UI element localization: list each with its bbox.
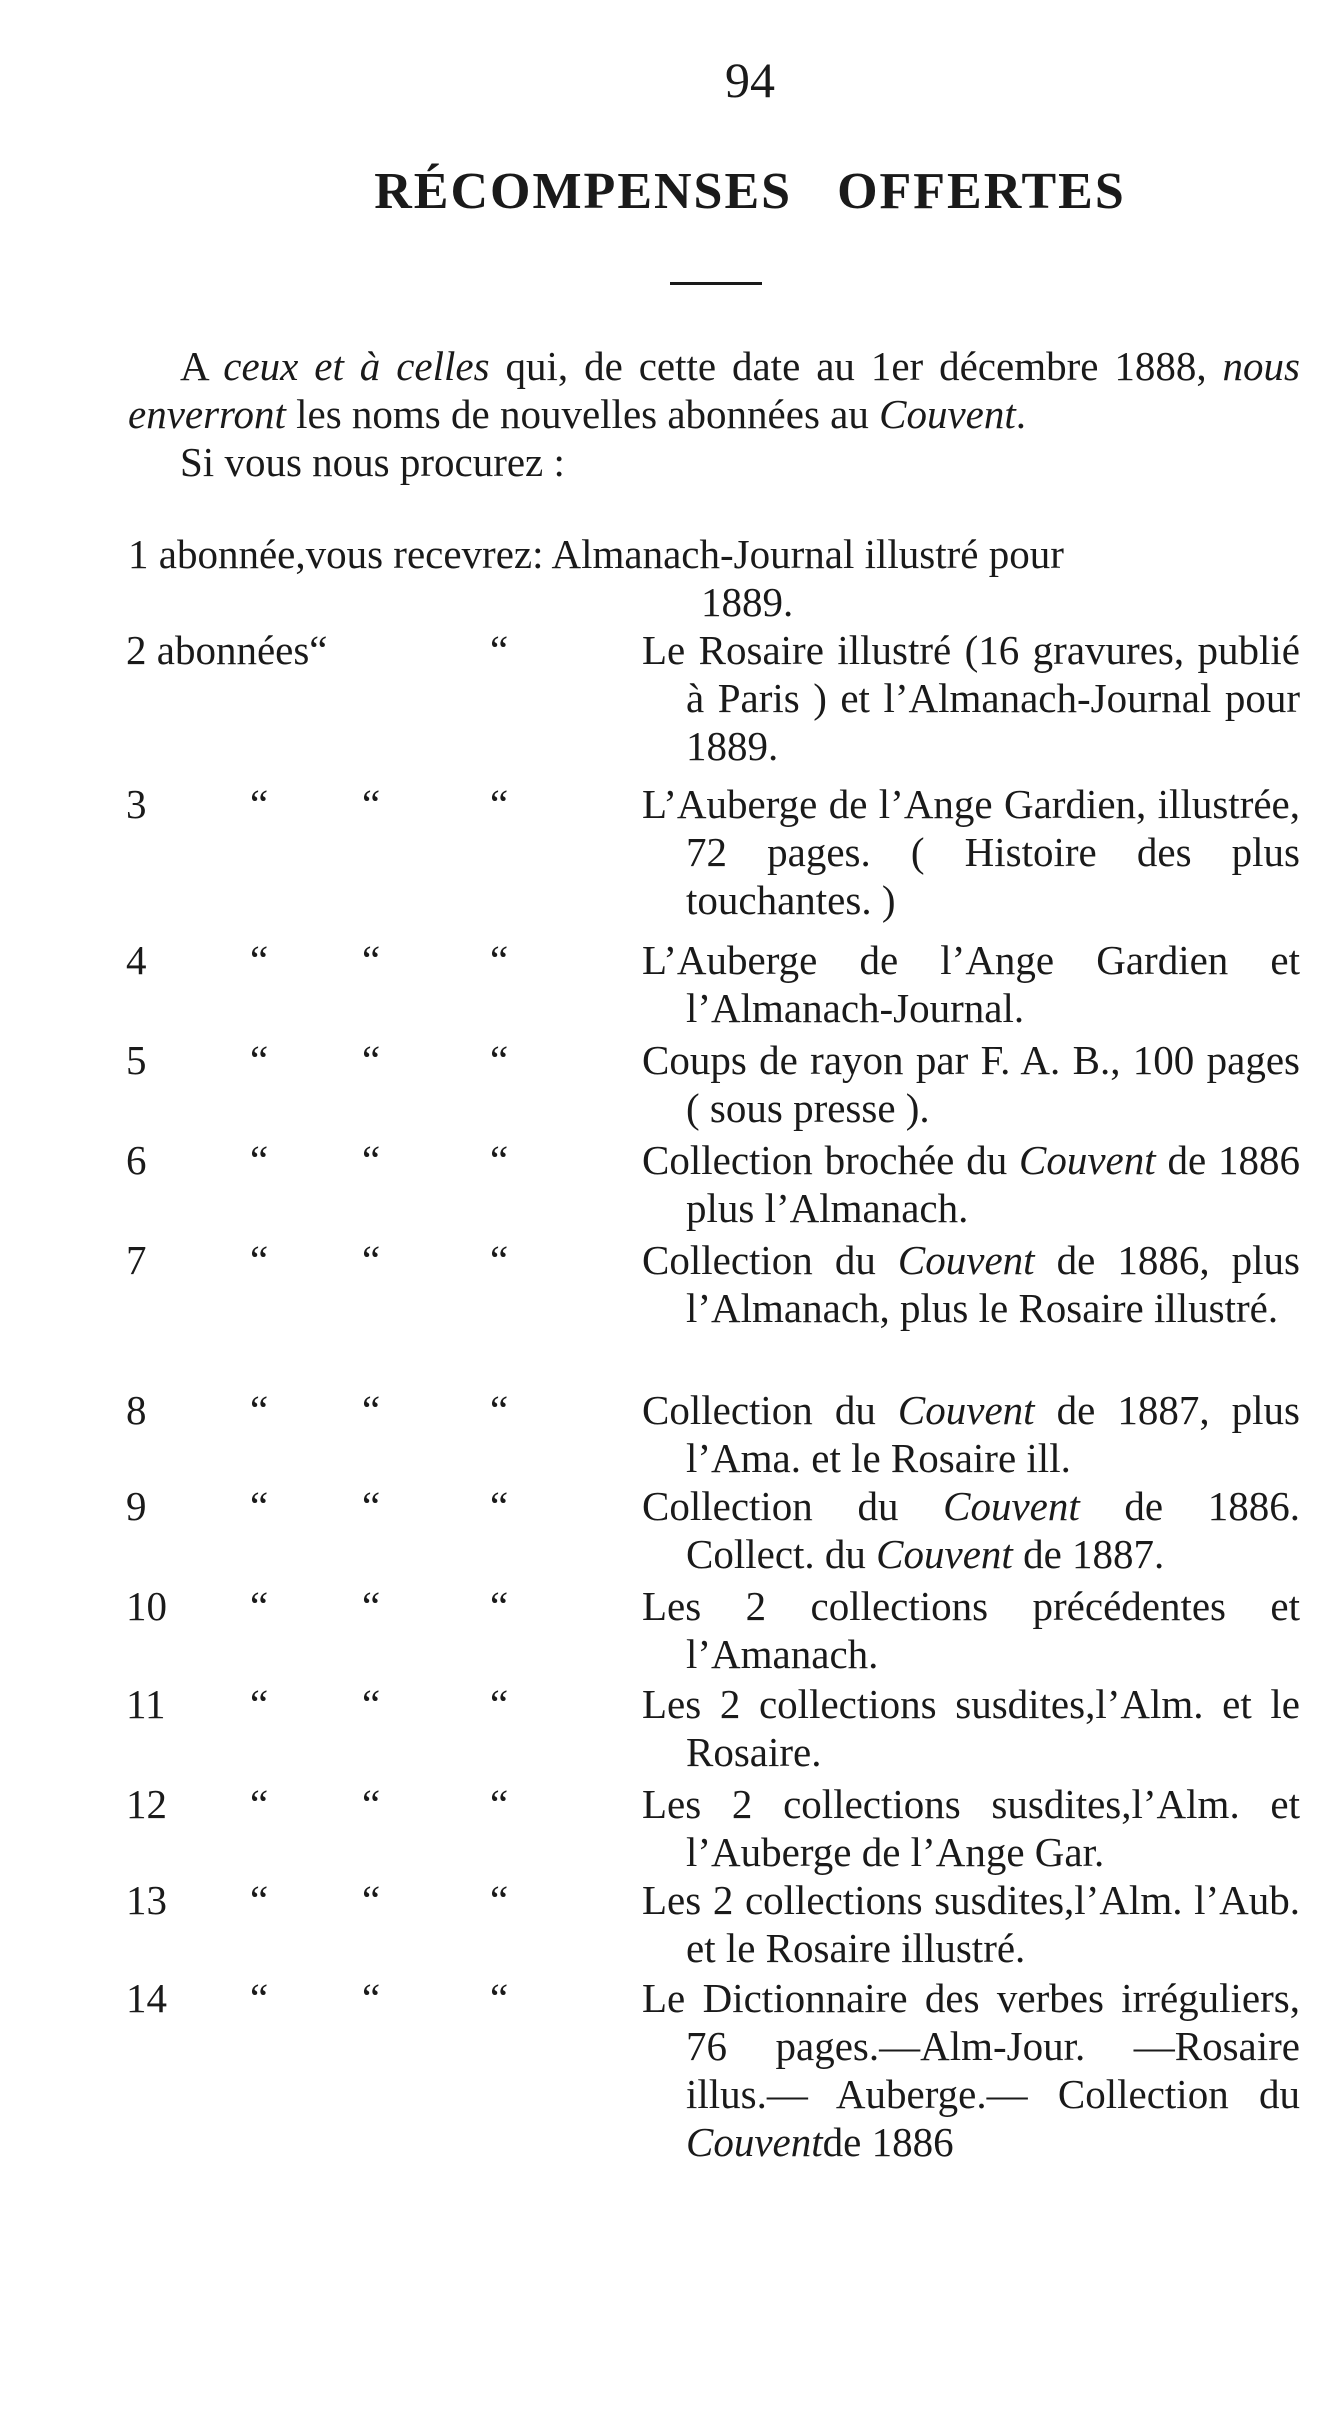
desc-text: Collection du — [642, 1237, 898, 1283]
offer-count: 8 — [126, 1387, 147, 1433]
offer-description — [642, 1236, 1300, 1332]
ditto-mark: “ — [250, 1387, 269, 1433]
ditto-mark: “ — [490, 1237, 509, 1283]
ditto-mark: “ — [362, 1387, 381, 1433]
desc-text: Collection du — [642, 1483, 944, 1529]
desc-emphasis: Couvent — [1019, 1137, 1156, 1183]
desc-text: Le Dictionnaire des verbes irréguliers, 76 pages.—Alm-Jour. —Rosaire illus.— Auberge.— Collection du — [642, 1975, 1300, 2117]
intro-text-d: . — [1015, 391, 1026, 437]
desc-text: de 1886. Collect. du — [686, 1483, 1300, 1577]
offer-row-8 — [0, 1386, 1336, 1482]
ditto-mark: “ — [362, 1137, 381, 1183]
offer-description: Coups de rayon par F. A. B., 100 pages ( sous presse ). — [642, 1037, 1300, 1131]
offer-count: 12 — [126, 1781, 167, 1827]
intro-emphasis-3: Couvent — [879, 391, 1016, 437]
offer-row-11 — [0, 1680, 1336, 1780]
offer-count: 10 — [126, 1583, 167, 1629]
intro-emphasis-1: ceux et à celles — [223, 343, 490, 389]
offer-count: 11 — [126, 1681, 166, 1727]
intro-text — [128, 342, 1300, 486]
desc-text: Collection du — [642, 1387, 898, 1433]
offer-description: L’Auberge de l’Ange Gardien, illustrée, 72 pages. ( Histoire des plus touchantes. ) — [642, 781, 1300, 923]
offer-description — [642, 1386, 1300, 1482]
ditto-mark: “ — [490, 1137, 509, 1183]
offer-row-6 — [0, 1136, 1336, 1236]
ditto-mark: “ — [362, 1237, 381, 1283]
ditto-mark: “ — [362, 1781, 381, 1827]
ditto-mark: “ — [490, 1781, 509, 1827]
ditto-mark: “ — [362, 781, 381, 827]
offer-row-13 — [0, 1876, 1336, 1974]
ditto-mark: “ — [250, 1781, 269, 1827]
intro-text-a: A — [180, 343, 224, 389]
offer-row-10 — [0, 1582, 1336, 1680]
intro-prompt: Si vous nous procurez : — [180, 439, 565, 485]
offer-count: 7 — [126, 1237, 147, 1283]
ditto-mark: “ — [362, 1975, 381, 2021]
offer-count: 2 abonnées“ — [126, 627, 328, 673]
ditto-mark: “ — [250, 1037, 269, 1083]
offer-row-14 — [0, 1974, 1336, 2174]
offer-count: 14 — [126, 1975, 167, 2021]
ditto-mark: “ — [362, 1583, 381, 1629]
offer-description — [642, 1974, 1300, 2166]
ditto-mark: “ — [490, 1877, 509, 1923]
ditto-mark: “ — [490, 1975, 509, 2021]
offer-count: 3 — [126, 781, 147, 827]
offer-row-2 — [0, 626, 1336, 780]
ditto-mark: “ — [490, 1037, 509, 1083]
offer-description: Les 2 collections susdites,l’Alm. et l’Auberge de l’Ange Gar. — [642, 1781, 1300, 1875]
ditto-mark: “ — [250, 1681, 269, 1727]
offer-description: L’Auberge de l’Ange Gardien et l’Almanach-Journal. — [642, 937, 1300, 1031]
ditto-mark: “ — [250, 1975, 269, 2021]
ditto-mark: “ — [362, 1483, 381, 1529]
offer-row-3 — [0, 780, 1336, 936]
ditto-mark: “ — [490, 1387, 509, 1433]
intro-text-c: les noms de nouvelles abonnées au — [285, 391, 880, 437]
offer-count: 9 — [126, 1483, 147, 1529]
title-rule — [670, 282, 762, 285]
offer-description — [642, 1136, 1300, 1232]
page-title: RÉCOMPENSES OFFERTES — [374, 163, 1126, 220]
offer-first-lead: 1 abonnée,vous recevrez: — [128, 531, 544, 577]
offer-row-5 — [0, 1036, 1336, 1136]
offer-count: 4 — [126, 937, 147, 983]
desc-text: de 1886 plus l’Almanach. — [686, 1137, 1300, 1231]
ditto-mark: “ — [250, 1583, 269, 1629]
desc-text: de 1886 — [822, 2119, 954, 2165]
desc-text: Collection brochée du — [642, 1137, 1020, 1183]
offer-description: Les 2 collections susdites,l’Alm. et le Rosaire. — [642, 1681, 1300, 1775]
page-number: 94 — [725, 52, 775, 108]
ditto-mark: “ — [250, 1483, 269, 1529]
ditto-mark: “ — [362, 1037, 381, 1083]
intro-paragraph — [128, 342, 1300, 438]
desc-emphasis: Couvent — [943, 1483, 1080, 1529]
desc-emphasis: Couvent — [876, 1531, 1013, 1577]
offer-description: Les 2 collections susdites,l’Alm. l’Aub. et le Rosaire illustré. — [642, 1877, 1300, 1971]
offer-count: 5 — [126, 1037, 147, 1083]
desc-emphasis: Couvent — [897, 1237, 1035, 1283]
offer-first-desc-2: 1889. — [701, 579, 794, 625]
ditto-mark: “ — [490, 627, 509, 673]
ditto-mark: “ — [362, 1681, 381, 1727]
desc-text: de 1887. — [1012, 1531, 1165, 1577]
offer-count: 13 — [126, 1877, 167, 1923]
desc-emphasis: Couvent — [686, 2119, 823, 2165]
offer-description: Les 2 collections précédentes et l’Amanach. — [642, 1583, 1300, 1677]
ditto-mark: “ — [490, 1681, 509, 1727]
offer-description — [642, 1482, 1300, 1578]
desc-emphasis: Couvent — [897, 1387, 1035, 1433]
offer-row-12 — [0, 1780, 1336, 1876]
offer-list — [0, 626, 1336, 2174]
ditto-mark: “ — [362, 1877, 381, 1923]
ditto-mark: “ — [362, 937, 381, 983]
offer-description: Le Rosaire illustré (16 gravures, publié à Paris ) et l’Almanach-Journal pour 1889. — [642, 627, 1300, 769]
ditto-mark: “ — [250, 937, 269, 983]
ditto-mark: “ — [490, 1583, 509, 1629]
ditto-mark: “ — [490, 1483, 509, 1529]
ditto-mark: “ — [250, 1877, 269, 1923]
offer-first-desc-1: Almanach-Journal illustré pour — [551, 531, 1064, 577]
desc-text: de 1886, plus l’Almanach, plus le Rosaire illustré. — [686, 1237, 1301, 1331]
offer-first — [128, 530, 1300, 626]
desc-text: de 1887, plus l’Ama. et le Rosaire ill. — [686, 1387, 1301, 1481]
ditto-mark: “ — [490, 937, 509, 983]
ditto-mark: “ — [490, 781, 509, 827]
ditto-mark: “ — [250, 781, 269, 827]
intro-emphasis-2: nous enverront — [128, 343, 1301, 437]
offer-row-7 — [0, 1236, 1336, 1386]
offer-count: 6 — [126, 1137, 147, 1183]
ditto-mark: “ — [250, 1137, 269, 1183]
offer-row-4 — [0, 936, 1336, 1036]
ditto-mark: “ — [250, 1237, 269, 1283]
intro-text-b: qui, de cette date au 1er décembre 1888, — [489, 343, 1223, 389]
offer-row-9 — [0, 1482, 1336, 1582]
